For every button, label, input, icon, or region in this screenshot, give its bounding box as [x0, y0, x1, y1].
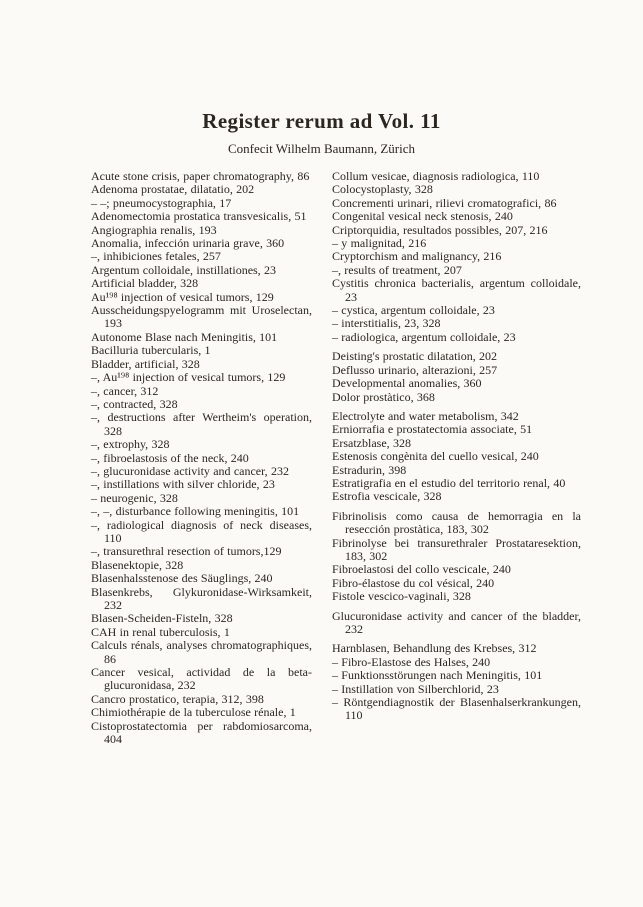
- index-entry: –, fibroelastosis of the neck, 240: [91, 450, 249, 465]
- index-entry: Colocystoplasty, 328: [332, 182, 433, 197]
- index-entry: – –; pneumocystographia, 17: [91, 195, 232, 210]
- page-subtitle: Confecit Wilhelm Baumann, Zürich: [228, 141, 415, 156]
- index-entry: Argentum colloidale, instillationes, 23: [91, 262, 276, 277]
- index-entry: – Funktionsstörungen nach Meningitis, 101: [332, 668, 543, 683]
- index-entry: Electrolyte and water metabolism, 342: [332, 408, 519, 423]
- index-entry: Acute stone crisis, paper chromatography, 86: [91, 169, 310, 183]
- index-entry: –, –, disturbance following meningitis, 101: [91, 504, 300, 519]
- index-entry: Cistoprostatectomia per rabdomiosarcoma, 404: [91, 718, 312, 747]
- index-entry: –, destructions after Wertheim's operation, 328: [91, 410, 312, 438]
- index-entry: – Röntgendiagnostik der Blasenhalserkrankungen, 110: [332, 695, 581, 723]
- index-entry: Glucuronidase activity and cancer of the bladder, 232: [332, 608, 581, 636]
- index-entry: Bacilluria tubercularis, 1: [91, 343, 211, 358]
- index-entry: Cystitis chronica bacterialis, argentum colloidale, 23: [332, 276, 581, 304]
- index-column-right: [332, 170, 581, 723]
- index-entry: –, transurethral resection of tumors,129: [91, 544, 282, 559]
- index-entry: Autonome Blase nach Meningitis, 101: [91, 329, 278, 344]
- index-entry: Erniorrafia e prostatectomia associate, 51: [332, 422, 533, 437]
- index-entry: Congenital vesical neck stenosis, 240: [332, 209, 513, 224]
- index-entry: – interstitialis, 23, 328: [332, 316, 441, 331]
- index-entry: Blasen-Scheiden-Fisteln, 328: [91, 611, 233, 626]
- index-entry: Calculs rénals, analyses chromatographiques, 86: [91, 638, 312, 666]
- index-entry: –, instillations with silver chloride, 23: [91, 477, 275, 492]
- index-entry: Adenoma prostatae, dilatatio, 202: [91, 182, 255, 197]
- index-entry: Bladder, artificial, 328: [91, 356, 200, 371]
- index-entry: Cancer vesical, actividad de la beta-glucuronidasa, 232: [91, 665, 312, 693]
- index-entry: – y malignitad, 216: [332, 236, 427, 251]
- index-entry: Adenomectomia prostatica transvesicalis, 51: [91, 209, 307, 224]
- index-entry: – cystica, argentum colloidale, 23: [332, 303, 495, 318]
- index-entry: – radiologica, argentum colloidale, 23: [332, 329, 516, 344]
- index-entry: Dolor prostàtico, 368: [332, 389, 435, 404]
- index-entry: –, extrophy, 328: [91, 437, 170, 452]
- index-entry: Criptorquidia, resultados possibles, 207, 216: [332, 222, 548, 237]
- index-entry: – Fibro-Elastose des Halses, 240: [332, 654, 491, 669]
- index-entry: Anomalia, infección urinaria grave, 360: [91, 236, 285, 251]
- index-entry: Estratigrafia en el estudio del territorio renal, 40: [332, 475, 566, 490]
- index-entry: Estenosis congènita del cuello vesical, 240: [332, 449, 539, 464]
- index-entry: Ausscheidungspyelogramm mit Uroselectan, 193: [91, 303, 312, 331]
- index-entry: –, contracted, 328: [91, 396, 178, 411]
- index-entry: –, radiological diagnosis of neck diseases, 110: [91, 517, 312, 545]
- index-entry: –, glucuronidase activity and cancer, 232: [91, 463, 289, 478]
- index-entry: –, Au¹⁹⁸ injection of vesical tumors, 129: [91, 370, 286, 385]
- index-entry: Cryptorchism and malignancy, 216: [332, 249, 502, 264]
- index-entry: – neurogenic, 328: [91, 490, 178, 505]
- index-entry: Fibro-élastose du col vésical, 240: [332, 575, 495, 590]
- index-entry: Artificial bladder, 328: [91, 276, 199, 291]
- index-entry: Fibroelastosi del collo vescicale, 240: [332, 562, 511, 577]
- index-entry: Blasenektopie, 328: [91, 557, 184, 572]
- index-entry: Au¹⁹⁸ injection of vesical tumors, 129: [91, 289, 274, 304]
- index-entry: Estradurin, 398: [332, 462, 407, 477]
- index-entry: Cancro prostatico, terapia, 312, 398: [91, 691, 264, 706]
- index-entry: Blasenkrebs, Glykuronidase-Wirksamkeit, 232: [91, 584, 312, 612]
- index-entry: –, results of treatment, 207: [332, 262, 462, 277]
- index-entry: Blasenhalsstenose des Säuglings, 240: [91, 571, 273, 586]
- index-column-left: [91, 170, 312, 746]
- index-entry: –, inhibiciones fetales, 257: [91, 249, 221, 264]
- index-entry: Deflusso urinario, alterazioni, 257: [332, 362, 498, 377]
- index-entry: Fistole vescico-vaginali, 328: [332, 589, 471, 604]
- index-entry: – Instillation von Silberchlorid, 23: [332, 681, 499, 696]
- index-entry: –, cancer, 312: [91, 383, 159, 398]
- index-entry: CAH in renal tuberculosis, 1: [91, 624, 230, 639]
- index-entry: Developmental anomalies, 360: [332, 376, 482, 391]
- index-entry: Estrofia vescicale, 328: [332, 489, 442, 504]
- index-entry: Fibrinolyse bei transurethraler Prostataresektion, 183, 302: [332, 535, 581, 563]
- page-title: Register rerum ad Vol. 11: [202, 109, 441, 133]
- index-entry: Deisting's prostatic dilatation, 202: [332, 349, 498, 364]
- index-entry: Harnblasen, Behandlung des Krebses, 312: [332, 641, 537, 656]
- index-entry: Concrementi urinari, rilievi cromatografici, 86: [332, 195, 557, 210]
- index-entry: Ersatzblase, 328: [332, 435, 411, 450]
- index-entry: Collum vesicae, diagnosis radiologica, 110: [332, 169, 540, 183]
- index-entry: Chimiothérapie de la tuberculose rénale, 1: [91, 705, 296, 720]
- index-entry: Fibrinolisis como causa de hemorragia en la resección prostàtica, 183, 302: [332, 508, 581, 537]
- index-entry: Angiographia renalis, 193: [91, 222, 217, 237]
